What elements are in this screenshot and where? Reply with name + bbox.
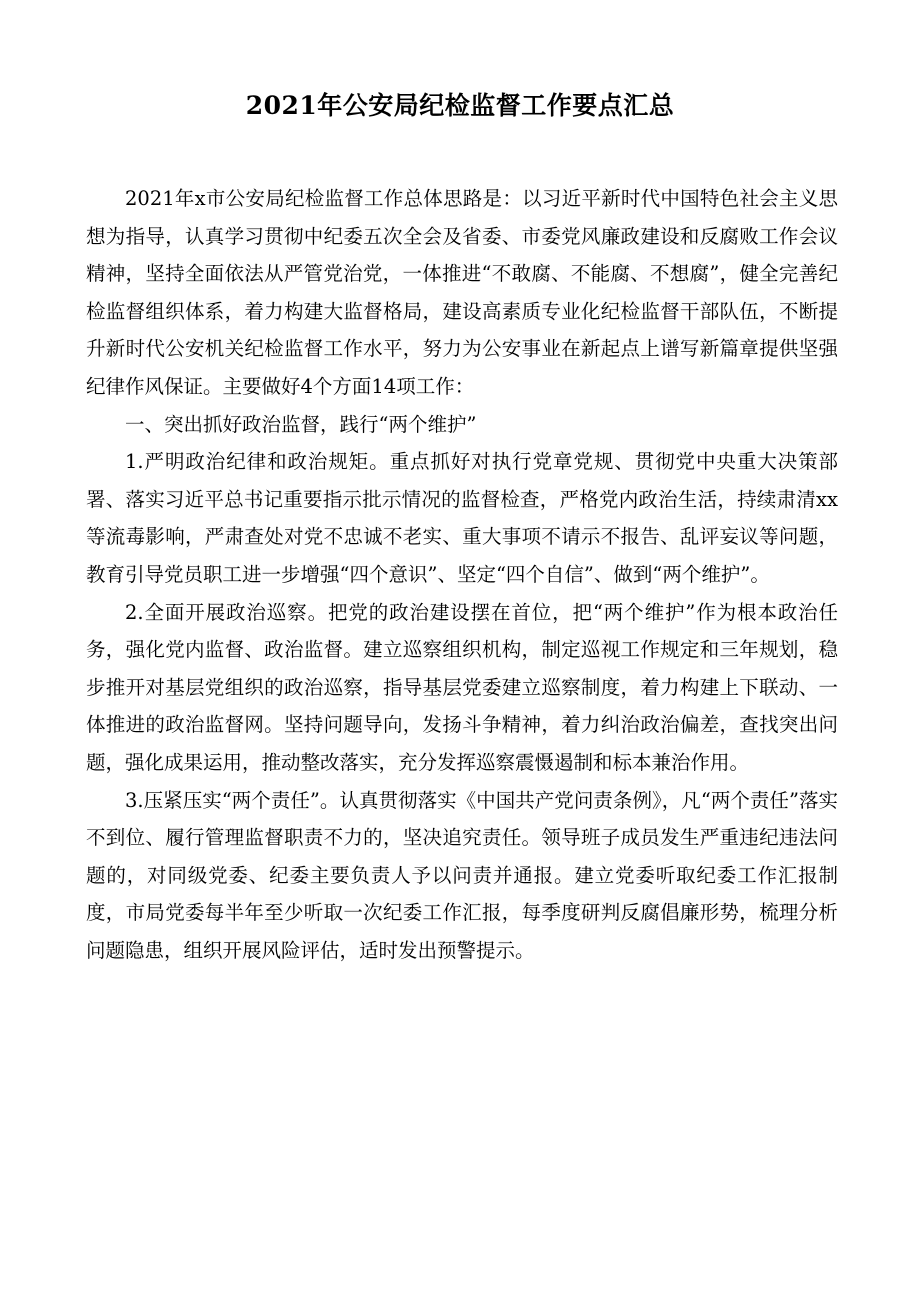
document-body	[86, 180, 838, 969]
paragraph-item-3: 3.压紧压实“两个责任”。认真贯彻落实《中国共产党问责条例》，凡“两个责任”落实不到位、履行管理监督职责不力的，坚决追究责任。领导班子成员发生严重违纪违法问题的，对同级党委、纪委主要负责人予以问责并通报。建立党委听取纪委工作汇报制度，市局党委每半年至少听取一次纪委工作汇报，每季度研判反腐倡廉形势，梳理分析问题隐患，组织开展风险评估，适时发出预警提示。	[86, 788, 838, 962]
paragraph-item-1: 1.严明政治纪律和政治规矩。重点抓好对执行党章党规、贯彻党中央重大决策部署、落实习近平总书记重要指示批示情况的监督检查，严格党内政治生活，持续肃清xx等流毒影响，严肃查处对党不忠诚不老实、重大事项不请示不报告、乱评妄议等问题，教育引导党员职工进一步增强“四个意识”、坚定“四个自信”、做到“两个维护”。	[86, 450, 838, 586]
paragraph-intro: 2021年x市公安局纪检监督工作总体思路是：以习近平新时代中国特色社会主义思想为指导，认真学习贯彻中纪委五次全会及省委、市委党风廉政建设和反腐败工作会议精神，坚持全面依法从严管党治党，一体推进“不敢腐、不能腐、不想腐”，健全完善纪检监督组织体系，着力构建大监督格局，建设高素质专业化纪检监督干部队伍，不断提升新时代公安机关纪检监督工作水平，努力为公安事业在新起点上谱写新篇章提供坚强纪律作风保证。主要做好4个方面14项工作：	[86, 187, 838, 398]
paragraph-item-2: 2.全面开展政治巡察。把党的政治建设摆在首位，把“两个维护”作为根本政治任务，强化党内监督、政治监督。建立巡察组织机构，制定巡视工作规定和三年规划，稳步推开对基层党组织的政治巡察，指导基层党委建立巡察制度，着力构建上下联动、一体推进的政治监督网。坚持问题导向，发扬斗争精神，着力纠治政治偏差，查找突出问题，强化成果运用，推动整改落实，充分发挥巡察震慑遏制和标本兼治作用。	[86, 600, 838, 774]
document-title: 2021年公安局纪检监督工作要点汇总	[245, 91, 675, 120]
section-heading-1: 一、突出抓好政治监督，践行“两个维护”	[125, 412, 477, 436]
